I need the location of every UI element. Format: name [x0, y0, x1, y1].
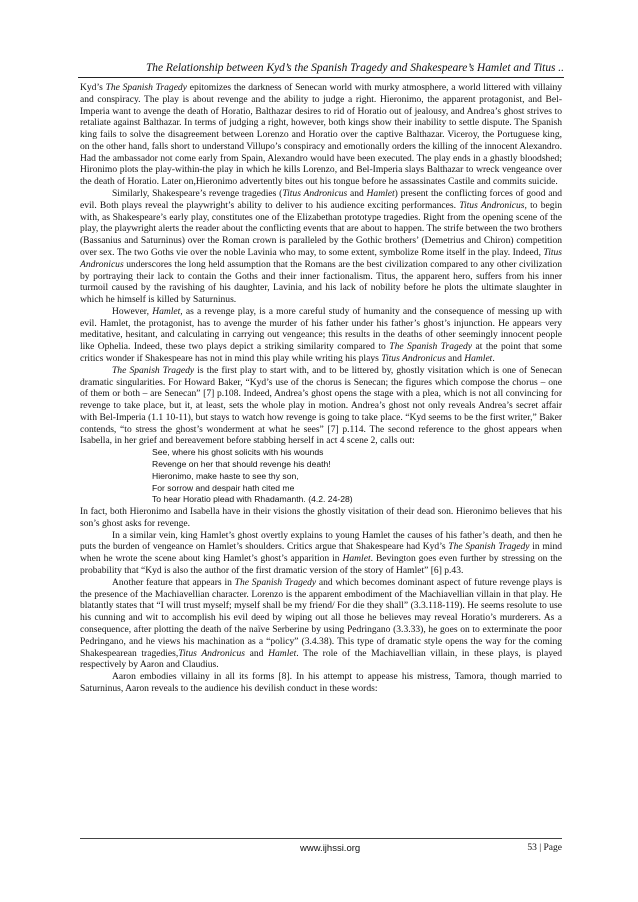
text-run: Aaron embodies villainy in all its forms [8]. In his attempt to appease his mistress, Tamora, though married to Saturninus, Aaron reveals to the audience his devilish conduct in these words:: [80, 671, 562, 694]
quote-line: Revenge on her that should revenge his death!: [152, 459, 331, 469]
paragraph: [80, 365, 562, 447]
quote-line: To hear Horatio plead with Rhadamanth. (4.2. 24-28): [152, 494, 353, 505]
text-run: .: [492, 352, 495, 364]
text-run: , as a revenge play, is a more careful study of humanity and the consequence of messing up with evil. Hamlet, the protagonist, has to avenge the murder of his father under his father’s ghost’s injunction. He appears very meditative, hesitant, and calculating in carrying out vengeance; this results in the deaths of other seemingly innocent people like Ophelia. Indeed, these two plays depict a striking similarity compared to: [80, 305, 562, 353]
italic-title: Hamlet: [268, 647, 297, 659]
text-run: . The role of the Machiavellian villain, in these plays, is played respectively by Aaron and Claudius.: [80, 647, 562, 671]
italic-title: Hamlet: [342, 553, 371, 565]
footer-rule: [80, 838, 562, 839]
paragraph: [80, 506, 562, 530]
text-run: at the point that some critics wonder if Shakespeare has not in mind this play while writing his plays: [80, 341, 563, 364]
paragraphs-after-quote: [80, 506, 562, 695]
footer-url: www.ijhssi.org: [300, 843, 361, 854]
paragraph: [80, 530, 562, 577]
text-run: Similarly, Shakespeare’s revenge tragedies (: [112, 188, 283, 200]
italic-title: Hamlet: [152, 305, 181, 317]
paragraph: [80, 82, 562, 188]
text-run: epitomizes the darkness of Senecan world with murky atmosphere, a world littered with villainy and conspiracy. The play is about revenge and the ability to judge a right. Hieronimo, the apparent protagonist, and Bel-Imperia want to avenge the death of Horatio, Balthazar desires to rid of Horatio out of jealousy, and Andrea’s ghost strives to retaliate against Balthazar. In terms of judging a right, however, both kings show their inability to settle dispute. The Spanish king fails to solve the disagreement between Lorenzo and Horatio over the captive Balthazar. Viceroy, the Portuguese king, on the other hand, falls short to understand Villupo’s conspiracy and emotionally orders the killing of the innocent Alexandro. Had the ambassador not come early from Spain, Alexandro would have been executed. The play ends in a ghastly bloodshed; Hironimo plots the play-within-the play in which he kills Lorenzo, and Bel-Imperia slays Balthazar to wreck vengeance over the death of Horatio. Later on,Hieronimo advertently bites out his tongue before he assassinates Castile and commits suicide.: [80, 82, 563, 188]
italic-title: Titus Andronicus: [80, 246, 562, 270]
text-run: In fact, both Hieronimo and Isabella have in their visions the ghostly visitation of their dead son. Hieronimo believes that his son’s ghost asks for revenge.: [80, 506, 562, 529]
italic-title: The Spanish Tragedy: [105, 82, 187, 93]
text-run: ) present the conflicting forces of good and evil. Both plays reveal the playwright’s ability to deliver to his audience exciting performances.: [80, 188, 562, 211]
quote-line: Hieronimo, make haste to see thy son,: [152, 470, 299, 481]
italic-title: The Spanish Tragedy: [389, 341, 473, 353]
italic-title: Titus Andronicus: [459, 199, 525, 211]
text-run: and: [245, 647, 269, 659]
paragraph: [80, 671, 562, 695]
paragraphs-before-quote: [80, 82, 562, 447]
block-quote: [152, 447, 562, 506]
text-run: and: [347, 188, 367, 200]
paragraph: [80, 188, 562, 306]
text-run: . Bevington goes even further by stressing on the probability that “Kyd is also the author of the first dramatic version of the story of Hamlet” [6] p.43.: [80, 553, 562, 577]
quote-line: See, where his ghost solicits with his wounds: [152, 447, 324, 458]
text-run: However,: [112, 305, 153, 317]
italic-title: Hamlet: [464, 352, 493, 364]
italic-title: Hamlet: [366, 188, 395, 200]
text-run: In a similar vein, king Hamlet’s ghost overtly explains to young Hamlet the causes of his father’s death, and then he puts the burden of vengeance on Hamlet’s shoulders. Critics argue that Shakespeare had Kyd’s: [80, 529, 562, 553]
text-run: Another feature that appears in: [112, 576, 235, 588]
text-run: and: [445, 352, 465, 364]
text-run: in mind when he wrote the scene about king Hamlet’s ghost’s apparition in: [80, 541, 563, 565]
italic-title: Titus Andronicus: [178, 647, 245, 659]
italic-title: The Spanish Tragedy: [112, 364, 195, 376]
text-run: Kyd’s: [80, 82, 106, 93]
text-run: underscores the long held assumption that the Romans are the best civilization compared to any other civilization by portraying their lack to contain the Goths and their inner factionalism. Titus, the apparent hero, suffers from his inner turmoil caused by the ravishing of his daughter, Lavinia, and his lack of nobility before he plots the ultimate slaughter in which he himself is killed by Saturninus.: [80, 258, 562, 306]
header-rule: [78, 77, 564, 78]
italic-title: Titus Andronicus: [282, 188, 348, 200]
text-run: is the first play to start with, and to be littered by, ghostly visitation which is one of Senecan dramatic singularities. For Howard Baker, “Kyd’s use of the chorus is Senecan; the figures which compose the chorus – one of them or both – are Senecan” [7] p.108. Indeed, Andrea’s ghost opens the stage with a plea, which is not all convincing for revenge to take place, but it, at least, sets the whole play in motion. Andrea’s ghost not only reveals Andrea’s secret affair with Bel-Imperia (1.1 10-11), but stays to watch how revenge is going to take place. “Kyd seems to be the first writer,” Baker contends, “to stress the ghost’s wonderment at what he sees” [7] p.114. The second reference to the ghost appears when Isabella, in her grief and bereavement before stabbing herself in act 4 scene 2, calls out:: [80, 364, 562, 447]
italic-title: The Spanish Tragedy: [448, 541, 530, 553]
italic-title: Titus Andronicus: [381, 352, 446, 364]
running-header: The Relationship between Kyd’s the Spanish Tragedy and Shakespeare’s Hamlet and Titus ..: [145, 62, 564, 74]
page-number: 53 | Page: [527, 843, 562, 853]
italic-title: The Spanish Tragedy: [234, 576, 317, 588]
article-body: [80, 82, 562, 695]
paragraph: [80, 577, 562, 671]
paragraph: [80, 306, 562, 365]
text-run: , to begin with, as Shakespeare’s early play, constitutes one of the Elizabethan prototype tragedies. Right from the opening scene of the play, the playwright alerts the reader about the conflicting events that are about to happen. The strife between the two brothers (Bassanius and Saturninus) over the Roman crown is paralleled by the Gothic brothers’ (Demetrius and Chiron) competition over sex. The two Goths vie over the noble Lavinia who may, to some extent, symbolize Rome itself in the play. Indeed,: [80, 199, 562, 258]
text-run: and which becomes dominant aspect of future revenge plays is the presence of the Machiavellian character. Lorenzo is the apparent embodiment of the Machiavellian villain in that play. He blatantly states that “I will trust myself; myself shall be my friend/ For die they shall” (3.3.118-119). He seems resolute to use his cunning and wit to accomplish his evil deed by wiping out all those he believes may reveal Horatio’s murderers. As a consequence, after plotting the death of the naïve Serberine by using Pedringano (3.3.33), he goes on to exterminate the poor Pedringano, and he views his machination as a “policy” (3.4.38). This type of dramatic style opens the way for the coming Shakespearean tragedies,: [80, 576, 563, 659]
quote-line: For sorrow and despair hath cited me: [152, 482, 295, 493]
